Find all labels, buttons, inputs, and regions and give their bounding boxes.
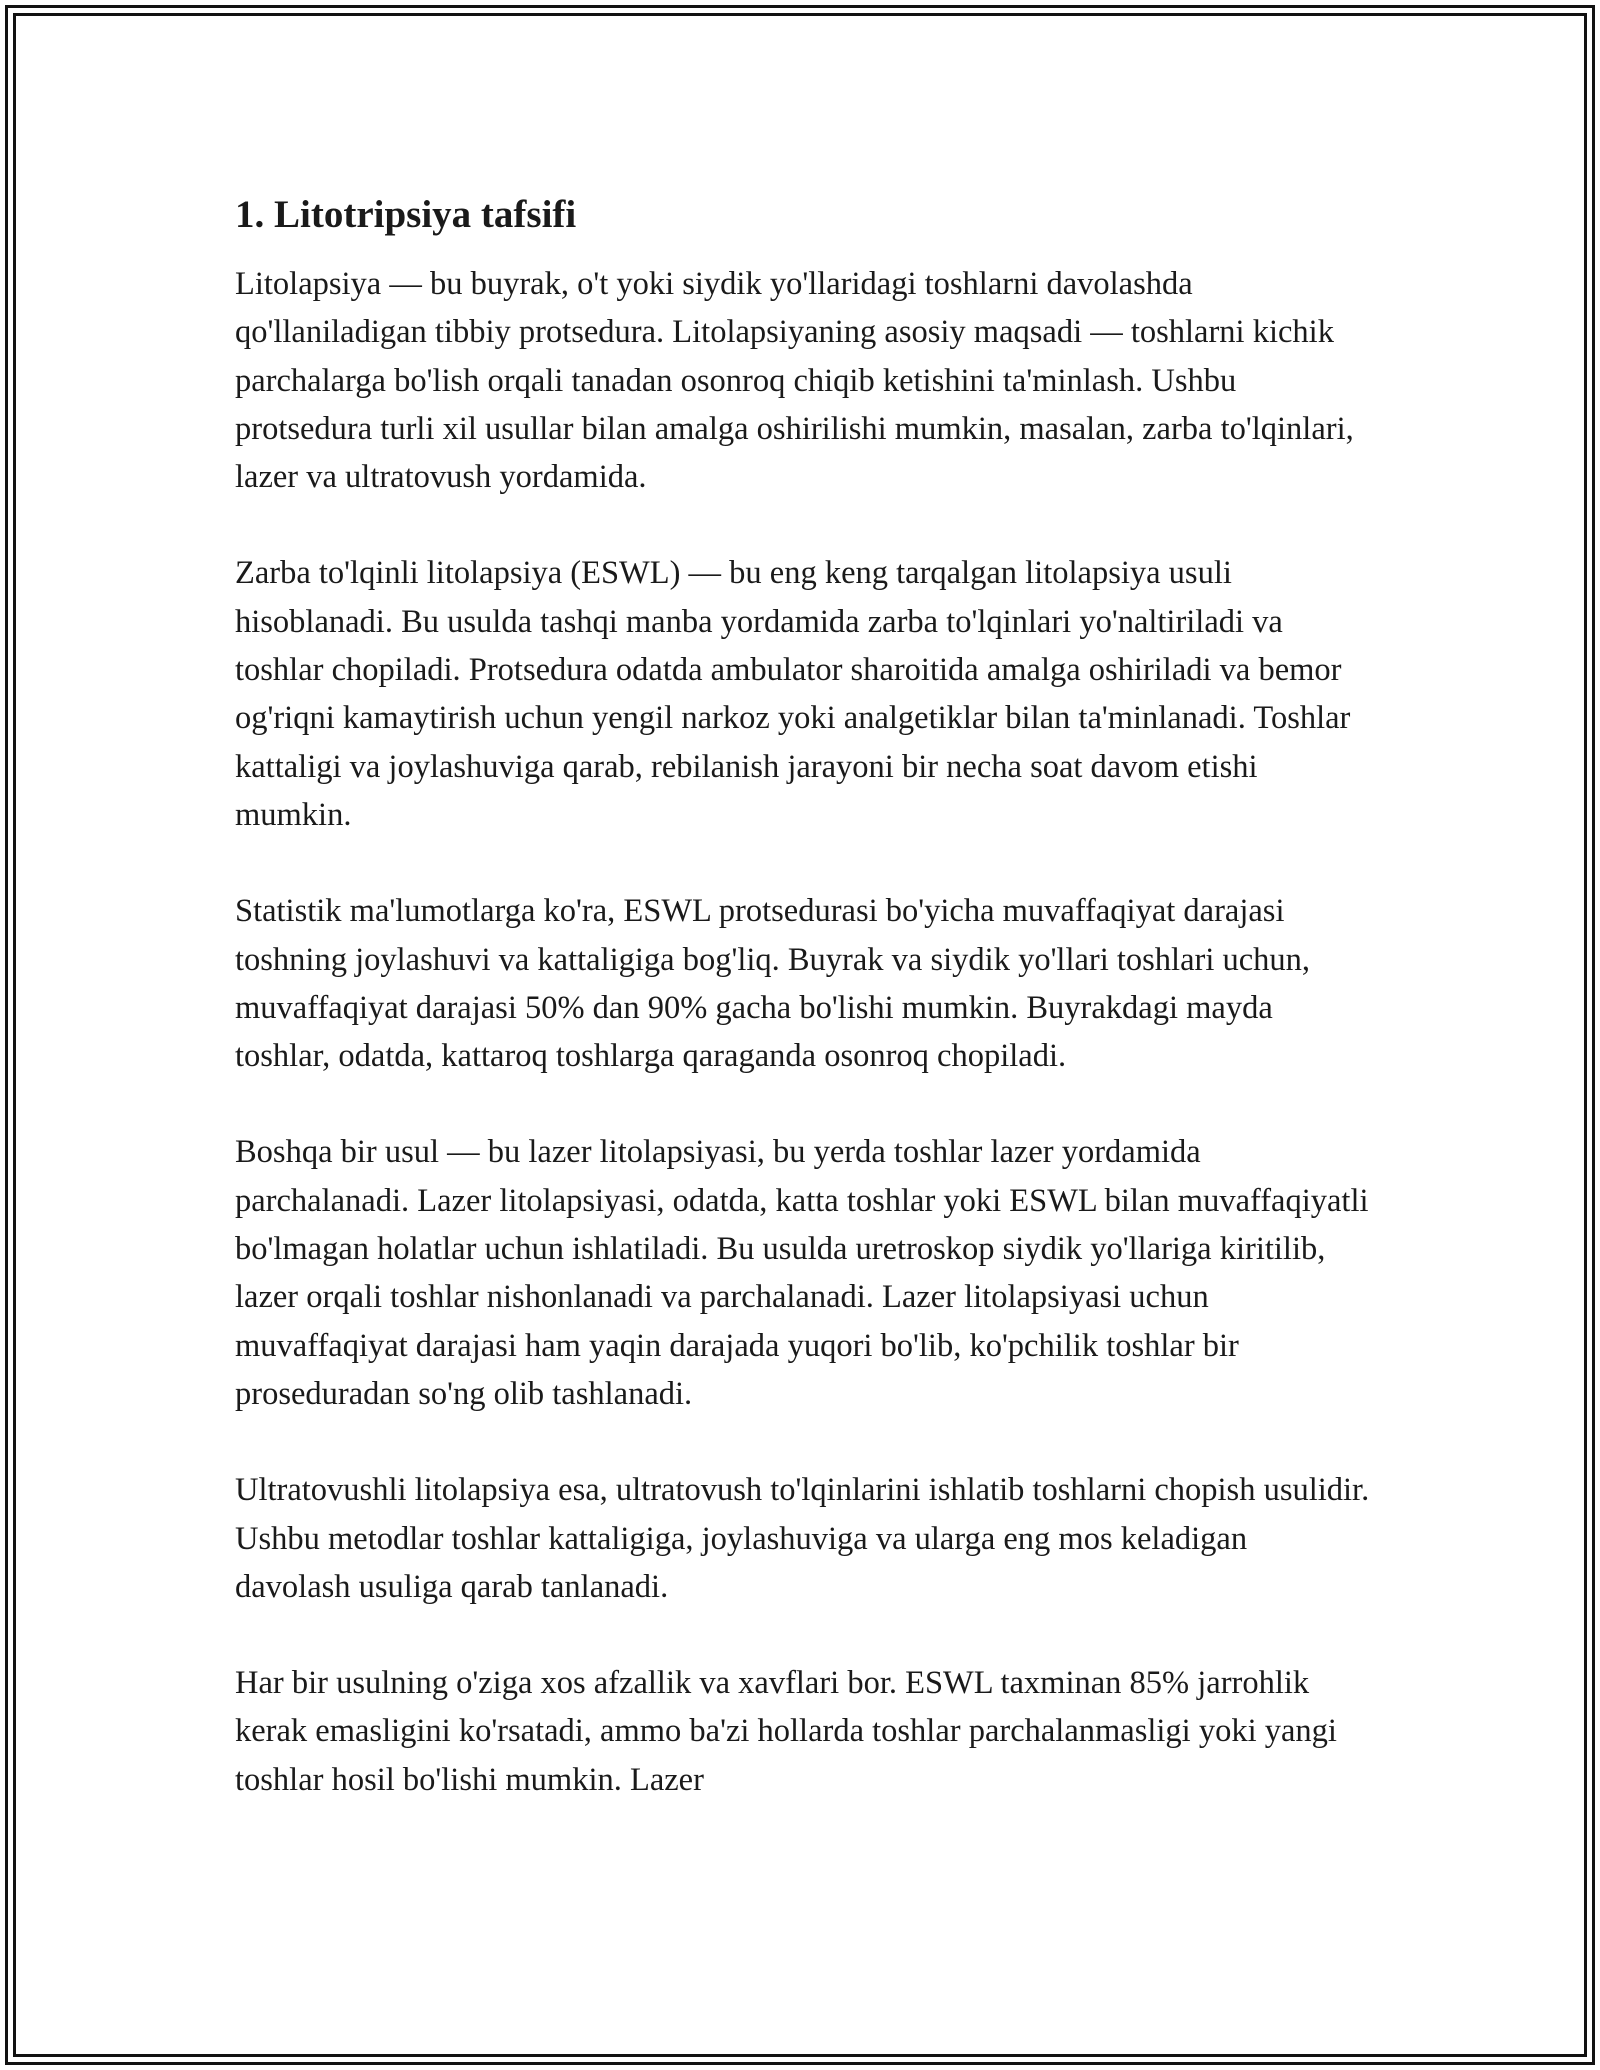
document-body <box>235 190 1370 1852</box>
paragraph-eswl: Zarba to'lqinli litolapsiya (ESWL) — bu eng keng tarqalgan litolapsiya usuli hisoblanadi. Bu usulda tashqi manba yordamida zarba to'lqinlari yo'naltiriladi va toshlar chopiladi. Protsedura odatda ambulator sharoitida amalga oshiriladi va bemor og'riqni kamaytirish uchun yengil narkoz yoki analgetiklar bilan ta'minlanadi. Toshlar kattaligi va joylashuviga qarab, rebilanish jarayoni bir necha soat davom etishi mumkin. <box>235 555 1351 833</box>
paragraph-intro: Litolapsiya — bu buyrak, o't yoki siydik yo'llaridagi toshlarni davolashda qo'llaniladigan tibbiy protsedura. Litolapsiyaning asosiy maqsadi — toshlarni kichik parchalarga bo'lish orqali tanadan osonroq chiqib ketishini ta'minlash. Ushbu protsedura turli xil usullar bilan amalga oshirilishi mumkin, masalan, zarba to'lqinlari, lazer va ultratovush yordamida. <box>235 266 1354 496</box>
paragraph-statistics: Statistik ma'lumotlarga ko'ra, ESWL protsedurasi bo'yicha muvaffaqiyat darajasi toshning joylashuvi va kattaligiga bog'liq. Buyrak va siydik yo'llari toshlari uchun, muvaffaqiyat darajasi 50% dan 90% gacha bo'lishi mumkin. Buyrakdagi mayda toshlar, odatda, kattaroq toshlarga qaraganda osonroq chopiladi. <box>235 893 1311 1075</box>
paragraph-laser: Boshqa bir usul — bu lazer litolapsiyasi, bu yerda toshlar lazer yordamida parchalanadi. Lazer litolapsiyasi, odatda, katta toshlar yoki ESWL bilan muvaffaqiyatli bo'lmagan holatlar uchun ishlatiladi. Bu usulda uretroskop siydik yo'llariga kiritilib, lazer orqali toshlar nishonlanadi va parchalanadi. Lazer litolapsiyasi uchun muvaffaqiyat darajasi ham yaqin darajada yuqori bo'lib, ko'pchilik toshlar bir proseduradan so'ng olib tashlanadi. <box>235 1134 1369 1412</box>
paragraph-risks: Har bir usulning o'ziga xos afzallik va xavflari bor. ESWL taxminan 85% jarrohlik kerak emasligini ko'rsatadi, ammo ba'zi hollarda toshlar parchalanmasligi yoki yangi toshlar hosil bo'lishi mumkin. Lazer <box>235 1665 1337 1798</box>
section-heading: 1. Litotripsiya tafsifi <box>235 193 577 236</box>
paragraph-ultrasound: Ultratovushli litolapsiya esa, ultratovush to'lqinlarini ishlatib toshlarni chopish usulidir. Ushbu metodlar toshlar kattaligiga, joylashuviga va ularga eng mos keladigan davolash usuliga qarab tanlanadi. <box>235 1472 1370 1605</box>
